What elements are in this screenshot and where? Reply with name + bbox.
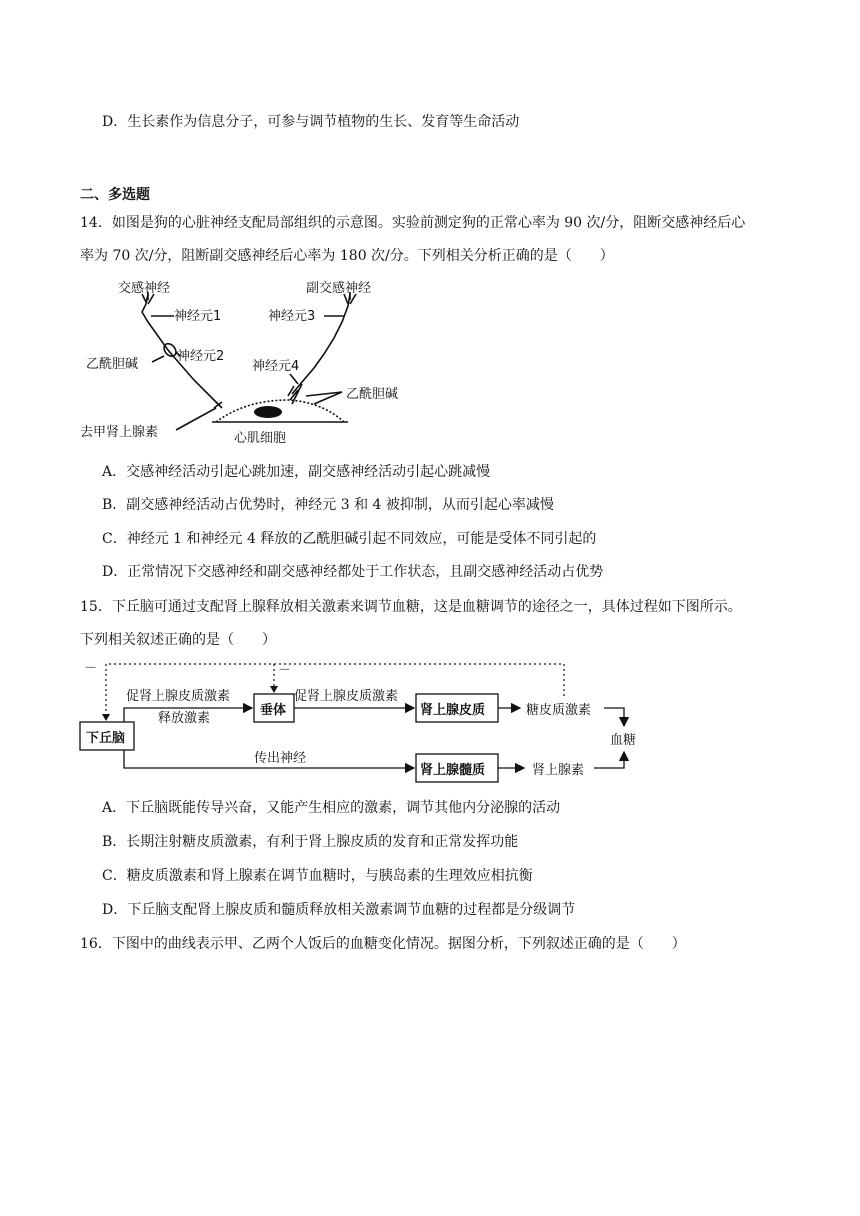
label-crh-line2: 释放激素: [158, 711, 211, 726]
label-pituitary: 垂体: [260, 703, 287, 718]
q16-stem-line1: 16．下图中的曲线表示甲、乙两个人饭后的血糖变化情况。据图分析，下列叙述正确的是（ ）: [80, 936, 686, 952]
label-epinephrine: 肾上腺素: [532, 763, 585, 778]
q15-figure: [76, 658, 650, 788]
label-neg-feedback-1: －: [84, 661, 98, 676]
q15-option-a: A．下丘脑既能传导兴奋，又能产生相应的激素，调节其他内分泌腺的活动: [102, 800, 561, 816]
q14-option-b: B．副交感神经活动占优势时，神经元 3 和 4 被抑制，从而引起心率减慢: [102, 497, 554, 513]
q15-stem-line2: 下列相关叙述正确的是（ ）: [80, 632, 276, 648]
label-neuron1: 神经元1: [174, 309, 222, 324]
q14-stem-line1: 14．如图是狗的心脏神经支配局部组织的示意图。实验前测定狗的正常心率为 90 次/分，阻断交感神经后心: [80, 215, 746, 231]
label-sympathetic: 交感神经: [118, 281, 171, 296]
q15-option-d: D．下丘脑支配肾上腺皮质和髓质释放相关激素调节血糖的过程都是分级调节: [102, 902, 576, 918]
label-adrenal-cortex: 肾上腺皮质: [420, 703, 486, 718]
label-crh-line1: 促肾上腺皮质激素: [126, 689, 231, 704]
label-cardiomyocyte: 心肌细胞: [234, 431, 287, 446]
label-norepinephrine: 去甲肾上腺素: [80, 425, 159, 440]
q14-option-c: C．神经元 1 和神经元 4 释放的乙酰胆碱引起不同效应，可能是受体不同引起的: [102, 531, 597, 547]
label-hypothalamus: 下丘脑: [86, 731, 126, 746]
q15-option-b: B．长期注射糖皮质激素，有利于肾上腺皮质的发育和正常发挥功能: [102, 834, 519, 850]
q14-stem-line2: 率为 70 次/分，阻断副交感神经后心率为 180 次/分。下列相关分析正确的是（ ）: [80, 248, 614, 264]
label-blood-glucose: 血糖: [610, 733, 637, 748]
q14-figure: [76, 272, 416, 452]
section-heading: 二、多选题: [80, 187, 150, 203]
label-glucocorticoid: 糖皮质激素: [526, 703, 592, 718]
label-neg-feedback-2: －: [278, 663, 292, 678]
label-acth: 促肾上腺皮质激素: [294, 689, 399, 704]
cardiomyocyte-nucleus: [254, 406, 282, 418]
label-efferent-nerve: 传出神经: [254, 751, 307, 766]
prev-option-d: D．生长素作为信息分子，可参与调节植物的生长、发育等生命活动: [102, 114, 520, 130]
label-neuron4: 神经元4: [252, 359, 300, 374]
label-adrenal-medulla: 肾上腺髓质: [420, 763, 486, 778]
label-ach-left: 乙酰胆碱: [86, 357, 139, 372]
q14-option-d: D．正常情况下交感神经和副交感神经都处于工作状态，且副交感神经活动占优势: [102, 564, 604, 580]
label-parasympathetic: 副交感神经: [306, 281, 372, 296]
q14-option-a: A．交感神经活动引起心跳加速，副交感神经活动引起心跳减慢: [102, 464, 491, 480]
q15-stem-line1: 15．下丘脑可通过支配肾上腺释放相关激素来调节血糖，这是血糖调节的途径之一，具体过程如下图所示。: [80, 599, 742, 615]
q15-option-c: C．糖皮质激素和肾上腺素在调节血糖时，与胰岛素的生理效应相抗衡: [102, 868, 533, 884]
label-neuron2: 神经元2: [177, 349, 225, 364]
label-neuron3: 神经元3: [268, 309, 316, 324]
label-ach-right: 乙酰胆碱: [346, 387, 399, 402]
